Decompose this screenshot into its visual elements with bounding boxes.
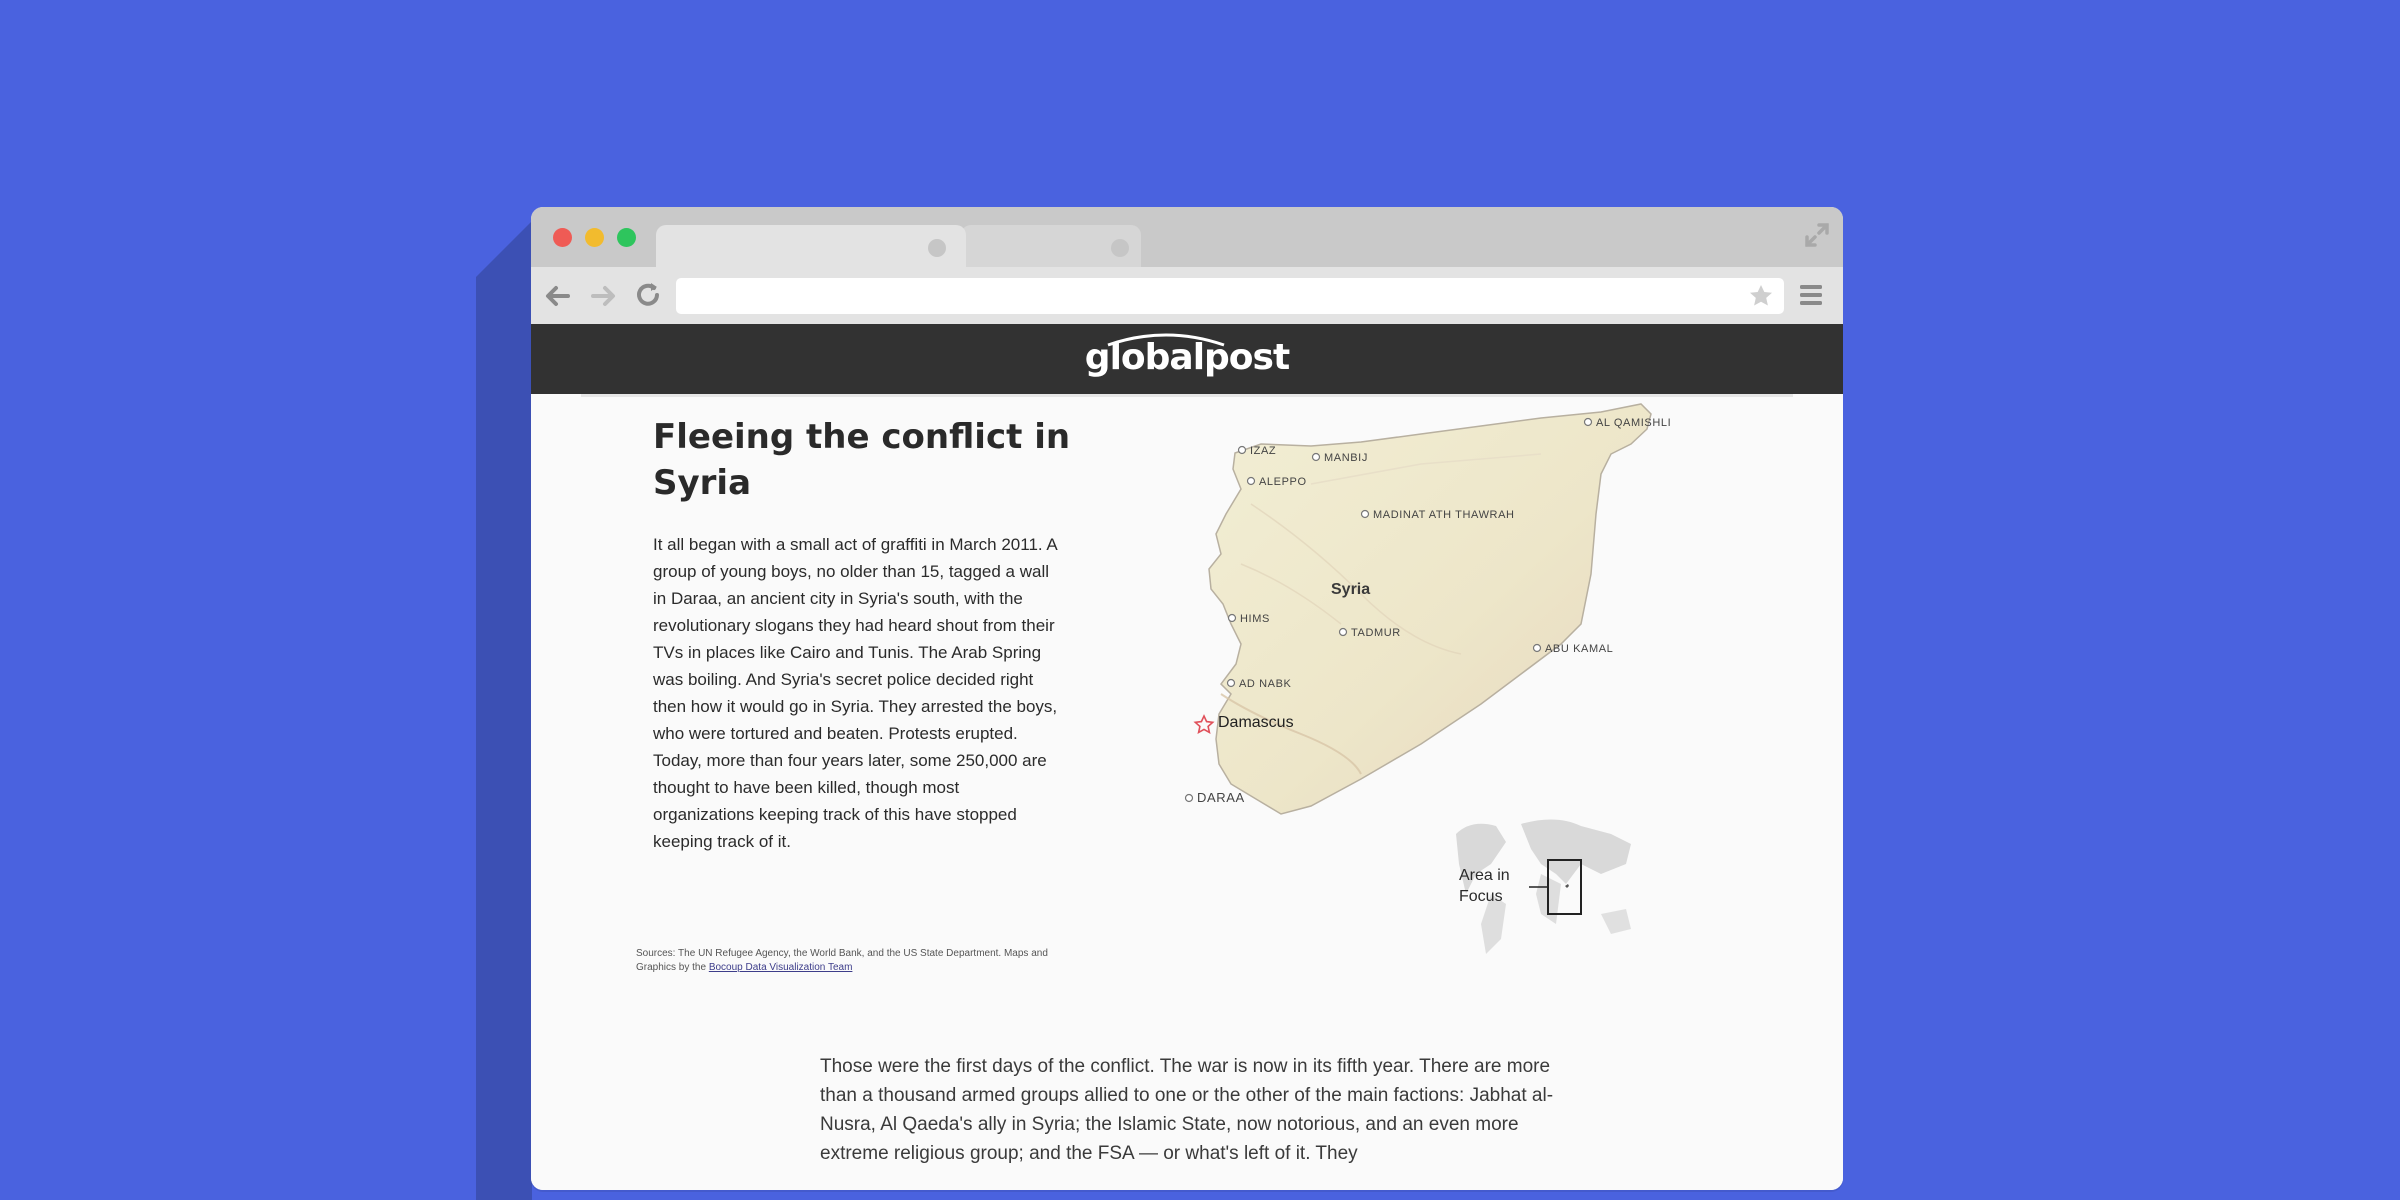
sources-text: Sources: The UN Refugee Agency, the World Bank, and the US State Department. Maps and Graphics by the <box>636 948 1048 973</box>
article-page <box>531 394 1843 1190</box>
tab-inactive[interactable] <box>961 225 1141 267</box>
address-bar[interactable] <box>676 278 1784 314</box>
browser-window <box>531 207 1843 1190</box>
window-shadow <box>476 221 532 1200</box>
tab-close-button[interactable] <box>1111 239 1129 257</box>
city-madinat-ath-thawrah <box>1362 509 1515 521</box>
maximize-window-button[interactable] <box>617 228 636 247</box>
reload-icon[interactable] <box>631 279 665 313</box>
city-label: TADMUR <box>1351 627 1401 639</box>
city-label: IZAZ <box>1250 445 1277 457</box>
world-inset <box>1456 819 1631 954</box>
syria-country-shape <box>1209 404 1651 814</box>
tab-close-button[interactable] <box>928 239 946 257</box>
capital-star-icon <box>1195 716 1212 732</box>
city-label: ALEPPO <box>1259 476 1307 488</box>
tab-active[interactable] <box>656 225 966 267</box>
forward-arrow-icon[interactable] <box>586 279 620 313</box>
city-label: AL QAMISHLI <box>1596 417 1672 429</box>
city-label: HIMS <box>1240 613 1270 625</box>
menu-icon[interactable] <box>1797 281 1825 309</box>
site-logo[interactable]: globalpost <box>1084 337 1290 378</box>
sources-note <box>636 947 1076 975</box>
capital-label: Damascus <box>1218 714 1294 731</box>
capital-damascus <box>1195 714 1293 732</box>
star-icon[interactable] <box>1748 283 1774 309</box>
city-abu-kamal <box>1534 643 1614 655</box>
article-intro: It all began with a small act of graffiti in March 2011. A group of young boys, no older than 15, tagged a wall in Daraa, an ancient city in Syria's south, with the revolutionary slogans they had heard shout from their TVs in places like Cairo and Tunis. The Arab Spring was boiling. And Syria's secret police decided right then how it would go in Syria. They arrested the boys, who were tortured and beaten. Protests erupted. Today, more than four years later, some 250,000 are thought to have been killed, though most organizations keeping track of this have stopped keeping track of it. <box>653 535 1058 851</box>
syria-map <box>1161 394 1741 954</box>
city-label: AD NABK <box>1239 678 1292 690</box>
article-body: Those were the first days of the conflict. The war is now in its fifth year. There are more than a thousand armed groups allied to one or the other of the main factions: Jabhat al-Nusra, Al Qaeda's ally in Syria; the Islamic State, now notorious, and an even more extreme religious group; and the FSA — or what's left of it. They <box>820 1056 1554 1164</box>
inset-label-line1: Area in <box>1459 867 1510 884</box>
close-window-button[interactable] <box>553 228 572 247</box>
sources-link[interactable]: Bocoup Data Visualization Team <box>708 962 853 973</box>
inset-label-line2: Focus <box>1459 888 1503 905</box>
browser-toolbar <box>531 267 1843 324</box>
expand-icon[interactable] <box>1801 219 1833 251</box>
tab-bar <box>531 207 1843 267</box>
minimize-window-button[interactable] <box>585 228 604 247</box>
site-header <box>531 324 1843 394</box>
city-label: MADINAT ATH THAWRAH <box>1373 509 1515 521</box>
city-al-qamishli <box>1585 417 1672 429</box>
back-arrow-icon[interactable] <box>541 279 575 313</box>
city-label: ABU KAMAL <box>1545 643 1614 655</box>
city-label: MANBIJ <box>1324 452 1368 464</box>
country-label: Syria <box>1331 581 1371 598</box>
city-daraa <box>1186 790 1245 805</box>
city-label: DARAA <box>1197 790 1245 805</box>
article-headline: Fleeing the conflict in Syria <box>653 417 1071 503</box>
